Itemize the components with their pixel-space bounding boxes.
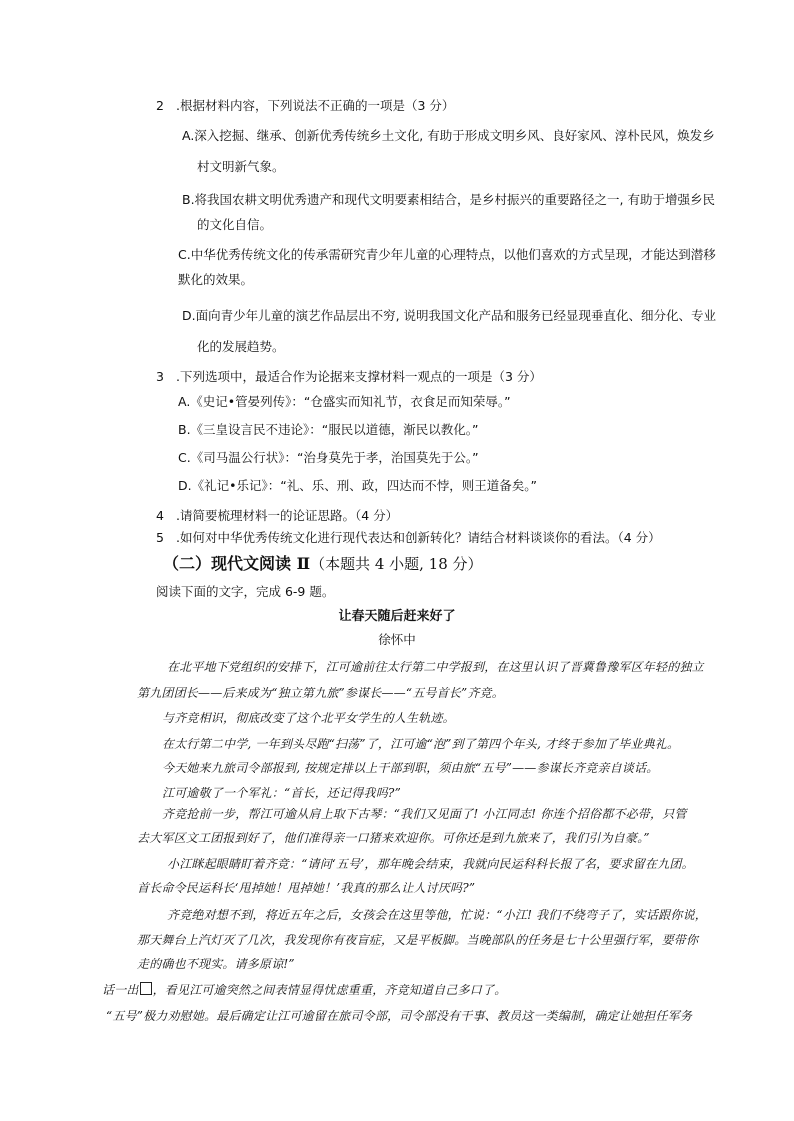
- question-4-number: 4: [156, 508, 164, 523]
- q2-option-a-line-1: A.深入挖掘、继承、创新优秀传统乡土文化, 有助于形成文明乡风、良好家风、淳朴民风，焕发乡: [182, 128, 715, 143]
- body-line: 今天她来九旅司令部报到, 按规定排以上干部到职，须由旅“五号”——参谋长齐竞亲自谈话。: [162, 761, 659, 775]
- section-instruction: 阅读下面的文字，完成 6-9 题。: [156, 584, 335, 599]
- tail-1-part-a: 话一出: [102, 983, 139, 997]
- question-2-number: 2: [156, 98, 164, 113]
- q3-option-c: C.《司马温公行状》：“治身莫先于孝，治国莫先于公。”: [178, 450, 479, 465]
- question-2-stem: .根据材料内容，下列说法不正确的一项是（3 分）: [176, 98, 455, 113]
- question-3-stem: .下列选项中，最适合作为论据来支撑材料一观点的一项是（3 分）: [176, 369, 542, 384]
- q2-option-b-line-2: 的文化自信。: [197, 217, 273, 232]
- body-line: 江可逾敬了一个军礼：“首长，还记得我吗?”: [162, 786, 401, 800]
- section-heading: [163, 556, 483, 572]
- question-5-stem: .如何对中华优秀传统文化进行现代表达和创新转化？请结合材料谈谈你的看法。（4 分）: [176, 530, 661, 545]
- body-line: 那天舞台上汽灯灭了几次，我发现你有夜盲症，又是平板脚。当晚部队的任务是七十公里强行军，要带你: [137, 933, 699, 947]
- q2-option-c-line-2: 默化的效果。: [178, 272, 254, 287]
- tail-1-part-b: ，看见江可逾突然之间表情显得忧虑重重，齐竞知道自己多口了。: [152, 983, 507, 997]
- q3-option-d: D.《礼记•乐记》：“礼、乐、刑、政，四达而不悖，则王道备矣。”: [178, 478, 537, 493]
- body-line: 第九团团长——后来成为“独立第九旅”参谋长——“五号首长”齐竞。: [137, 686, 504, 700]
- missing-character-box: [140, 982, 152, 995]
- q2-option-b-line-1: B.将我国农耕文明优秀遗产和现代文明要素相结合，是乡村振兴的重要路径之一, 有助于增强乡民: [182, 192, 715, 207]
- body-line: 走的确也不现实。请多原谅!”: [137, 957, 295, 971]
- body-line: 去大军区文工团报到好了，他们准得亲一口猪来欢迎你。可你还是到九旅来了，我们引为自豪。”: [137, 831, 650, 845]
- q2-option-d-line-2: 化的发展趋势。: [197, 339, 285, 354]
- body-line: 首长命令民运科长‘甩掉她！甩掉她！’我真的那么让人讨厌吗?”: [137, 881, 476, 895]
- question-3-number: 3: [156, 369, 164, 384]
- q2-option-c-line-1: C.中华优秀传统文化的传承需研究青少年儿童的心理特点，以他们喜欢的方式呈现，才能达到潜移: [178, 247, 716, 262]
- q2-option-a-line-2: 村文明新气象。: [197, 159, 285, 174]
- article-author: 徐怀中: [378, 632, 416, 647]
- question-5-number: 5: [156, 530, 164, 545]
- section-heading-title: （二）现代文阅读 Ⅱ: [163, 554, 311, 573]
- body-line-tail-2: “五号”极力劝慰她。最后确定让江可逾留在旅司令部，司令部没有干事、教员这一类编制，确定让她担任军务: [106, 1009, 693, 1023]
- q3-option-a: A.《史记•管晏列传》：“仓盛实而知礼节，衣食足而知荣辱。”: [178, 394, 511, 409]
- section-heading-note: （本题共 4 小题, 18 分）: [310, 555, 483, 573]
- question-4-stem: .请简要梳理材料一的论证思路。（4 分）: [176, 508, 399, 523]
- body-line: 在北平地下党组织的安排下，江可逾前往太行第二中学报到，在这里认识了晋冀鲁豫军区年轻的独立: [167, 660, 704, 674]
- body-line: 在太行第二中学, 一年到头尽跑“扫荡”了，江可逾“泡”到了第四个年头, 才终于参加了毕业典礼。: [162, 737, 680, 751]
- body-line: 齐竞绝对想不到，将近五年之后，女孩会在这里等他，忙说：“小江! 我们不绕弯子了，实话跟你说，: [167, 908, 707, 922]
- body-line: 小江眯起眼睛盯着齐竞：“请问‘五号’，那年晚会结束，我就向民运科科长报了名，要求留在九团。: [167, 857, 694, 871]
- article-title: 让春天随后赶来好了: [338, 609, 456, 624]
- body-line: 与齐竞相识，彻底改变了这个北平女学生的人生轨迹。: [162, 711, 455, 725]
- q2-option-d-line-1: D.面向青少年儿童的演艺作品层出不穷, 说明我国文化产品和服务已经显现垂直化、细分化、专业: [182, 308, 717, 323]
- q3-option-b: B.《三皇设言民不违论》：“服民以道德，渐民以教化。”: [178, 422, 479, 437]
- body-line: 齐竞抢前一步，帮江可逾从肩上取下古琴：“我们又见面了! 小江同志! 你连个招俗都不必带，只管: [162, 807, 687, 821]
- body-line-tail-1: [102, 982, 506, 998]
